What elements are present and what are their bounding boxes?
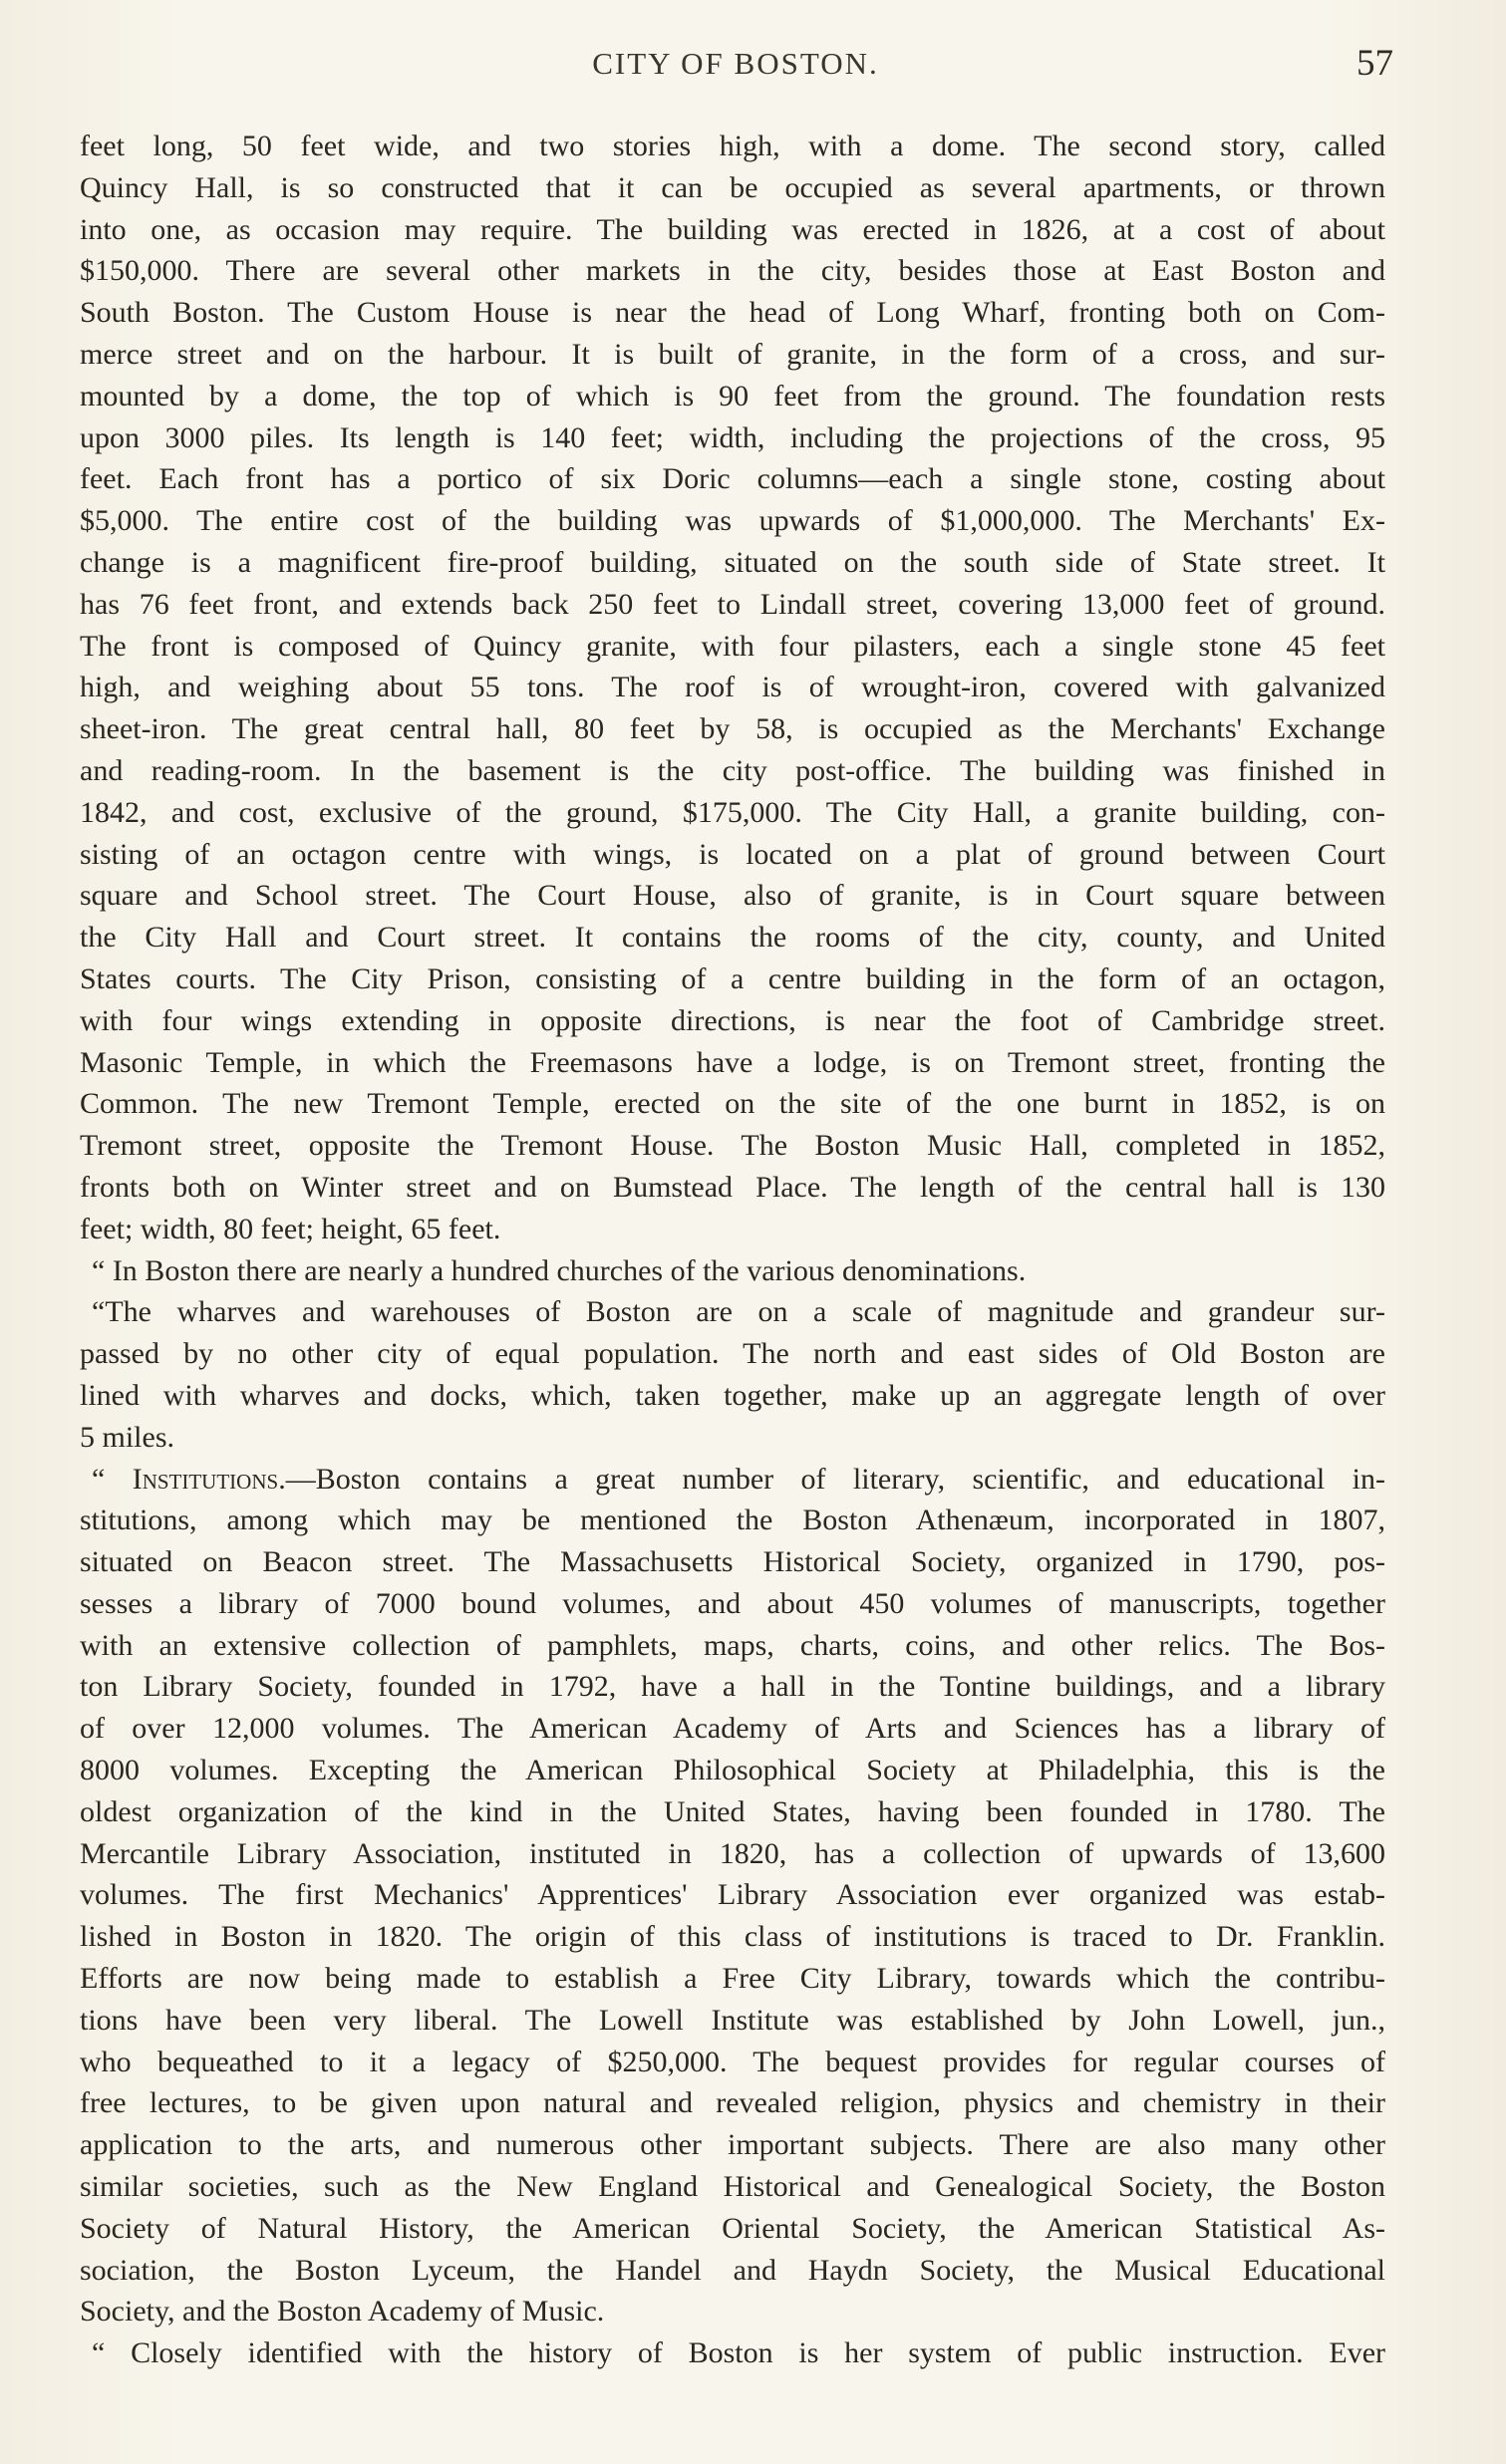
text-line: “ Closely identified with the history of Boston is her system of public instruction. Ever — [92, 2336, 1385, 2370]
text-line: feet. Each front has a portico of six Doric columns—each a single stone, costing about — [80, 462, 1385, 496]
text-line: mounted by a dome, the top of which is 90 feet from the ground. The foundation rests — [80, 379, 1385, 412]
text-line: $5,000. The entire cost of the building was upwards of $1,000,000. The Merchants' Ex- — [80, 504, 1385, 538]
text-line: who bequeathed to it a legacy of $250,000. The bequest provides for regular courses of — [80, 2045, 1385, 2078]
text-line: similar societies, such as the New England Historical and Genealogical Society, the Boston — [80, 2170, 1385, 2204]
text-line: lined with wharves and docks, which, taken together, make up an aggregate length of over — [80, 1378, 1385, 1412]
text-line: Quincy Hall, is so constructed that it can be occupied as several apartments, or thrown — [80, 170, 1385, 204]
text-line: sheet-iron. The great central hall, 80 feet by 58, is occupied as the Merchants' Exchange — [80, 712, 1385, 746]
text-line: change is a magnificent fire-proof building, situated on the south side of State street. It — [80, 545, 1385, 579]
paragraph-public-instruction — [80, 2332, 1385, 2374]
text-line: Mercantile Library Association, instituted in 1820, has a collection of upwards of 13,600 — [80, 1836, 1385, 1870]
text-line: ton Library Society, founded in 1792, have a hall in the Tontine buildings, and a library — [80, 1670, 1385, 1704]
text-line-rest: .—Boston contains a great number of literary, scientific, and educational in- — [278, 1462, 1385, 1496]
text-line: Tremont street, opposite the Tremont House. The Boston Music Hall, completed in 1852, — [80, 1129, 1385, 1163]
paragraph-markets-and-buildings — [80, 126, 1385, 1250]
text-line: Masonic Temple, in which the Freemasons have a lodge, is on Tremont street, fronting the — [80, 1045, 1385, 1079]
text-line: sesses a library of 7000 bound volumes, and about 450 volumes of manuscripts, together — [80, 1586, 1385, 1620]
text-line: square and School street. The Court House, also of granite, is in Court square between — [80, 879, 1385, 913]
text-line: stitutions, among which may be mentioned the Boston Athenæum, incorporated in 1807, — [80, 1504, 1385, 1537]
text-line: 8000 volumes. Excepting the American Philosophical Society at Philadelphia, this is the — [80, 1754, 1385, 1787]
text-line: oldest organization of the kind in the United States, having been founded in 1780. The — [80, 1794, 1385, 1828]
running-title: CITY OF BOSTON. — [592, 46, 879, 81]
text-line: Society of Natural History, the American Oriental Society, the American Statistical As- — [80, 2211, 1385, 2245]
text-line: fronts both on Winter street and on Bumstead Place. The length of the central hall is 130 — [80, 1170, 1385, 1204]
text-line: Efforts are now being made to establish a Free City Library, towards which the contribu- — [80, 1962, 1385, 1996]
text-line: with an extensive collection of pamphlets, maps, charts, coins, and other relics. The Bos- — [80, 1628, 1385, 1662]
paragraph-churches — [80, 1250, 1385, 1292]
text-line: “ In Boston there are nearly a hundred churches of the various denominations. — [92, 1253, 1027, 1287]
text-line: Society, and the Boston Academy of Music. — [80, 2295, 605, 2328]
text-line: 1842, and cost, exclusive of the ground, $175,000. The City Hall, a granite building, con- — [80, 795, 1385, 829]
text-line: The front is composed of Quincy granite, with four pilasters, each a single stone 45 feet — [80, 629, 1385, 663]
text-line: South Boston. The Custom House is near the head of Long Wharf, fronting both on Com- — [80, 296, 1385, 330]
text-line: the City Hall and Court street. It contains the rooms of the city, county, and United — [80, 921, 1385, 955]
text-line: and reading-room. In the basement is the city post-office. The building was finished in — [80, 753, 1385, 787]
paragraph-institutions — [80, 1459, 1385, 2333]
text-line: application to the arts, and numerous other important subjects. There are also many other — [80, 2128, 1385, 2162]
text-line: feet; width, 80 feet; height, 65 feet. — [80, 1212, 501, 1245]
text-line: merce street and on the harbour. It is built of granite, in the form of a cross, and sur- — [80, 337, 1385, 371]
text-line: Common. The new Tremont Temple, erected on the site of the one burnt in 1852, is on — [80, 1087, 1385, 1121]
text-line: tions have been very liberal. The Lowell Institute was established by John Lowell, jun., — [80, 2003, 1385, 2037]
text-line: into one, as occasion may require. The building was erected in 1826, at a cost of about — [80, 212, 1385, 246]
body-text — [80, 126, 1385, 2374]
text-line: sisting of an octagon centre with wings, is located on a plat of ground between Court — [80, 837, 1385, 871]
text-line: free lectures, to be given upon natural and revealed religion, physics and chemistry in their — [80, 2086, 1385, 2120]
running-head — [78, 43, 1393, 86]
text-line: 5 miles. — [80, 1420, 174, 1454]
text-line: volumes. The first Mechanics' Apprentices' Library Association ever organized was estab- — [80, 1878, 1385, 1912]
text-line: feet long, 50 feet wide, and two stories high, with a dome. The second story, called — [80, 130, 1385, 162]
text-line: “ Institutions.—Boston contains a great number of literary, scientific, and educational in- — [92, 1462, 1385, 1496]
text-line: with four wings extending in opposite directions, is near the foot of Cambridge street. — [80, 1003, 1385, 1037]
text-line: of over 12,000 volumes. The American Academy of Arts and Sciences has a library of — [80, 1712, 1385, 1746]
text-line: upon 3000 piles. Its length is 140 feet; width, including the projections of the cross, 95 — [80, 420, 1385, 454]
text-line: “The wharves and warehouses of Boston are on a scale of magnitude and grandeur sur- — [92, 1295, 1385, 1329]
text-line: sociation, the Boston Lyceum, the Handel and Haydn Society, the Musical Educational — [80, 2253, 1385, 2287]
text-line: high, and weighing about 55 tons. The roof is of wrought-iron, covered with galvanized — [80, 671, 1385, 704]
text-line: passed by no other city of equal population. The north and east sides of Old Boston are — [80, 1337, 1385, 1371]
text-line: lished in Boston in 1820. The origin of this class of institutions is traced to Dr. Franklin. — [80, 1920, 1385, 1954]
text-line: $150,000. There are several other markets in the city, besides those at East Boston and — [80, 254, 1385, 288]
paragraph-wharves — [80, 1291, 1385, 1458]
text-line: States courts. The City Prison, consisting of a centre building in the form of an octagon, — [80, 961, 1385, 995]
section-lead: Institutions — [132, 1462, 279, 1496]
text-line: situated on Beacon street. The Massachusetts Historical Society, organized in 1790, pos- — [80, 1545, 1385, 1579]
page-number: 57 — [1356, 43, 1393, 84]
text-line: has 76 feet front, and extends back 250 feet to Lindall street, covering 13,000 feet of ground. — [80, 587, 1385, 621]
